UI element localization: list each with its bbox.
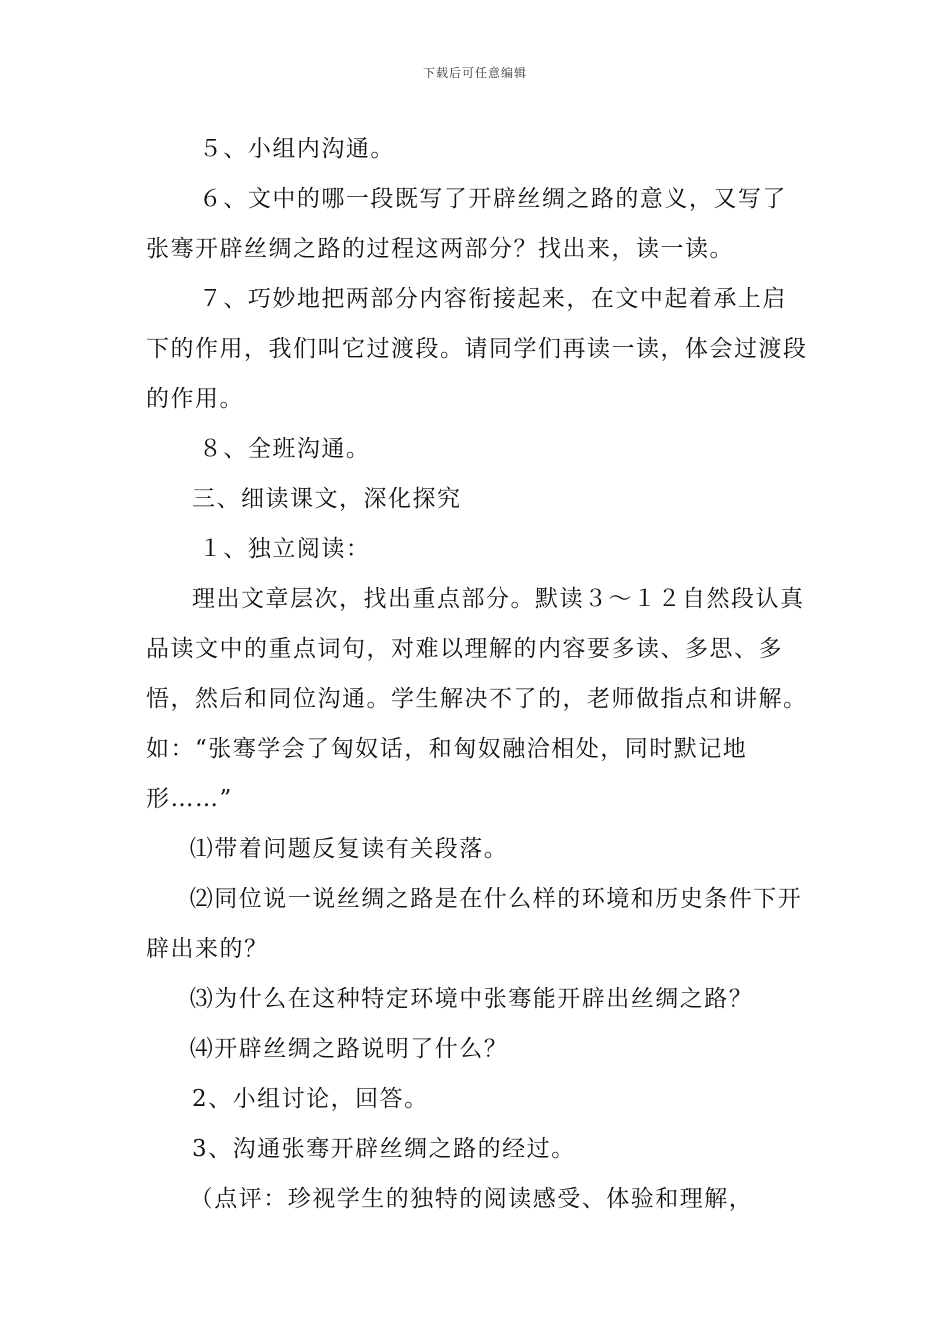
paragraph-group-discussion: 2、小组讨论，回答。 — [192, 1086, 429, 1112]
paragraph-step-7: ７、巧妙地把两部分内容衔接起来，在文中起着承上启下的作用，我们叫它过渡段。请同学们再读一读，体会过渡段的作用。 — [146, 286, 808, 412]
paragraph-step-5: ５、小组内沟通。 — [198, 136, 395, 162]
paragraph-step-8: ８、全班沟通。 — [198, 436, 371, 462]
paragraph-step-6: ６、文中的哪一段既写了开辟丝绸之路的意义，又写了张骞开辟丝绸之路的过程这两部分？找出来，读一读。 — [146, 186, 787, 262]
paragraph-comment: （点评：珍视学生的独特的阅读感受、体验和理解， — [189, 1186, 754, 1212]
question-4: ⑷开辟丝绸之路说明了什么？ — [189, 1036, 509, 1062]
question-3: ⑶为什么在这种特定环境中张骞能开辟出丝绸之路？ — [189, 986, 754, 1012]
paragraph-communicate-process: 3、沟通张骞开辟丝绸之路的经过。 — [192, 1136, 576, 1162]
document-body — [146, 124, 808, 1224]
section-heading-3: 三、细读课文，深化探究 — [192, 486, 462, 512]
paragraph-reading-instructions: 理出文章层次，找出重点部分。默读３～１２自然段认真品读文中的重点词句，对难以理解的内容要多读、多思、多悟，然后和同位沟通。学生解决不了的，老师做指点和讲解。如：“张骞学会了匈奴话，和匈奴融洽相处，同时默记地形……” — [146, 586, 808, 812]
page-header: 下载后可任意编辑 — [422, 66, 527, 80]
question-2: ⑵同位说一说丝绸之路是在什么样的环境和历史条件下开辟出来的？ — [146, 886, 803, 962]
paragraph-independent-reading: １、独立阅读： — [198, 536, 371, 562]
question-1: ⑴带着问题反复读有关段落。 — [189, 836, 509, 862]
